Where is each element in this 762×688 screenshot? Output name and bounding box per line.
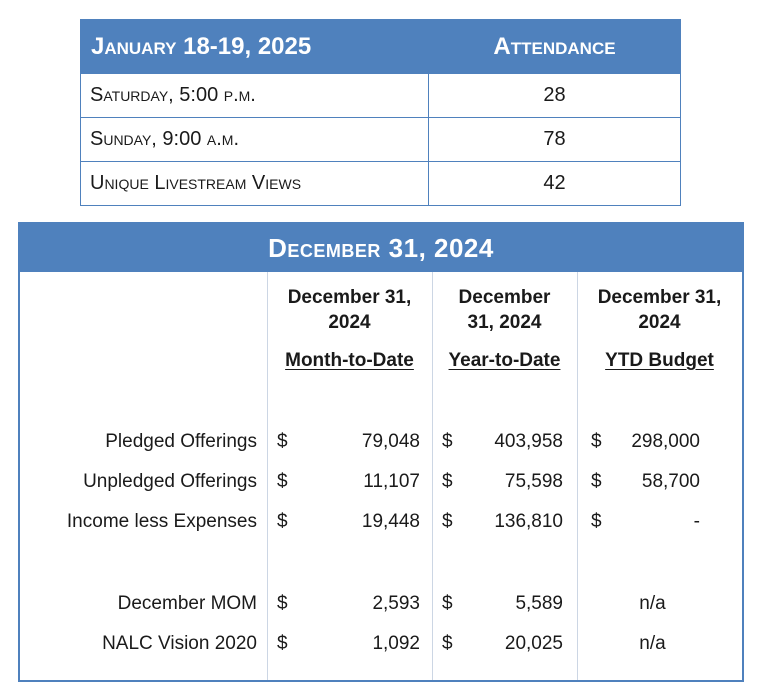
mtd-cell (267, 431, 432, 453)
budget-cell (577, 431, 742, 453)
finance-row-label: Income less Expenses (66, 511, 257, 532)
currency-symbol: $ (442, 431, 453, 452)
budget-cell (577, 511, 742, 533)
currency-symbol: $ (442, 633, 453, 654)
finance-row-label: Pledged Offerings (105, 431, 257, 452)
currency-symbol: $ (591, 511, 602, 532)
finance-row-label: December MOM (117, 593, 257, 614)
finance-period-header-row (20, 340, 742, 382)
amount: 2,593 (372, 593, 420, 614)
attendance-header-row (81, 20, 681, 74)
budget-cell: n/a (639, 633, 666, 654)
ytd-cell (432, 593, 577, 615)
currency-symbol: $ (591, 431, 602, 452)
amount: 1,092 (372, 633, 420, 654)
column-divider (432, 272, 433, 680)
spacer-row (20, 382, 742, 422)
attendance-row-label: Sunday, 9:00 a.m. (81, 118, 429, 162)
currency-symbol: $ (442, 593, 453, 614)
column-divider (267, 272, 268, 680)
amount: 75,598 (504, 471, 563, 492)
finance-row (20, 462, 742, 502)
amount: 5,589 (515, 593, 563, 614)
currency-symbol: $ (442, 471, 453, 492)
amount: - (693, 511, 700, 532)
budget-cell (577, 471, 742, 493)
column-period-header (267, 350, 432, 372)
finance-row-label: Unpledged Offerings (83, 471, 257, 492)
currency-symbol: $ (277, 593, 288, 614)
ytd-cell (432, 511, 577, 533)
mtd-cell (267, 633, 432, 655)
currency-symbol: $ (442, 511, 453, 532)
attendance-row-label: Unique Livestream Views (81, 162, 429, 206)
amount: 20,025 (504, 633, 563, 654)
attendance-row-label: Saturday, 5:00 p.m. (81, 74, 429, 118)
spacer-row (20, 542, 742, 584)
period-label: Month-to-Date (285, 350, 414, 371)
currency-symbol: $ (277, 511, 288, 532)
currency-symbol: $ (277, 431, 288, 452)
amount: 58,700 (641, 471, 700, 492)
amount: 403,958 (494, 431, 563, 452)
currency-symbol: $ (277, 633, 288, 654)
finance-row (20, 624, 742, 664)
attendance-row-value: 42 (429, 162, 681, 206)
column-date-header: December 31, 2024 (597, 287, 722, 333)
amount: 19,448 (361, 511, 420, 532)
period-label: YTD Budget (605, 350, 714, 371)
finance-table (18, 222, 744, 682)
currency-symbol: $ (591, 471, 602, 492)
budget-cell: n/a (639, 593, 666, 614)
finance-row (20, 422, 742, 462)
column-date-header: December 31, 2024 (458, 287, 551, 333)
ytd-cell (432, 471, 577, 493)
mtd-cell (267, 593, 432, 615)
mtd-cell (267, 471, 432, 493)
amount: 79,048 (361, 431, 420, 452)
attendance-row-value: 78 (429, 118, 681, 162)
column-period-header (577, 350, 742, 372)
column-date-header: December 31, 2024 (287, 287, 412, 333)
column-divider (577, 272, 578, 680)
finance-row (20, 502, 742, 542)
attendance-table (80, 19, 681, 206)
finance-row-label: NALC Vision 2020 (102, 633, 257, 654)
amount: 298,000 (631, 431, 700, 452)
column-period-header (432, 350, 577, 372)
finance-row (20, 584, 742, 624)
attendance-row (81, 118, 681, 162)
finance-title: December 31, 2024 (20, 224, 742, 272)
amount: 136,810 (494, 511, 563, 532)
mtd-cell (267, 511, 432, 533)
finance-body (20, 272, 742, 680)
finance-date-header-row (20, 282, 742, 340)
attendance-row-value: 28 (429, 74, 681, 118)
currency-symbol: $ (277, 471, 288, 492)
amount: 11,107 (363, 471, 420, 492)
period-label: Year-to-Date (448, 350, 561, 371)
attendance-row (81, 74, 681, 118)
ytd-cell (432, 431, 577, 453)
attendance-column-header: Attendance (429, 20, 681, 74)
attendance-date-header: January 18-19, 2025 (81, 20, 429, 74)
attendance-row (81, 162, 681, 206)
ytd-cell (432, 633, 577, 655)
